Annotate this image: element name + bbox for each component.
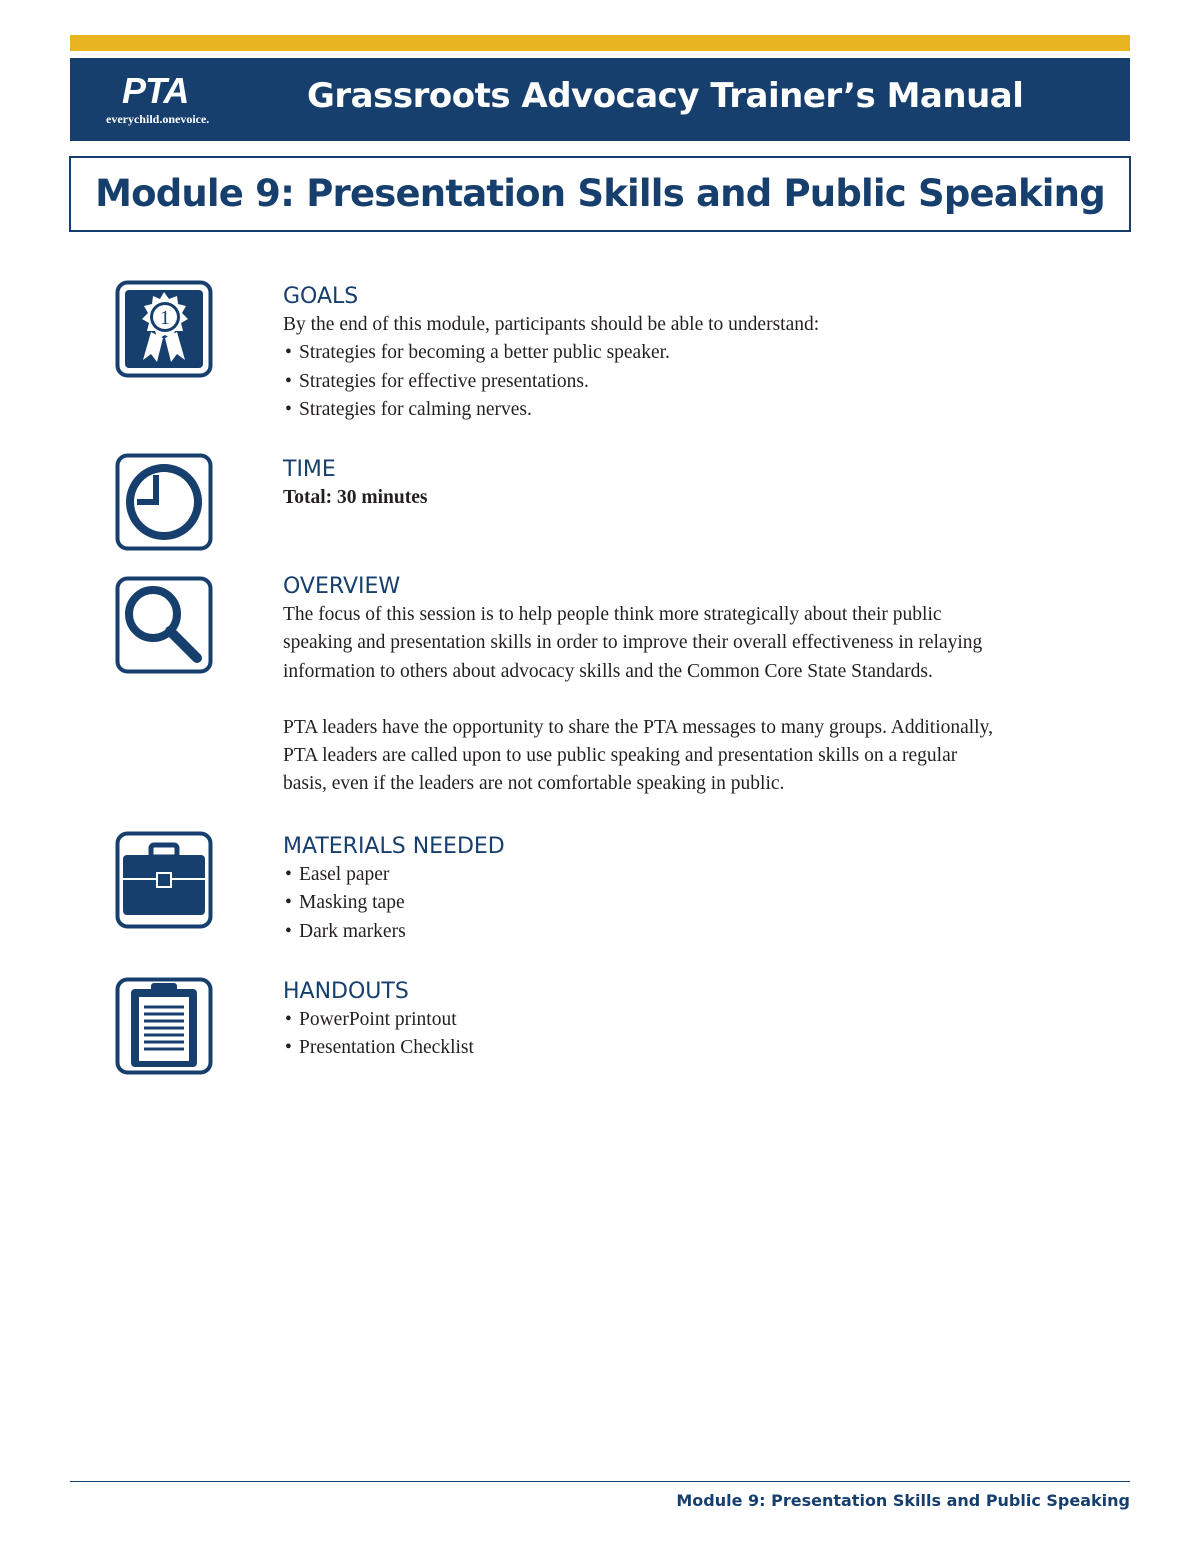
header-band <box>70 58 1130 141</box>
overview-heading: OVERVIEW <box>283 574 401 599</box>
time-section <box>283 456 1133 512</box>
list-item: • Easel paper <box>283 861 1133 889</box>
footer-rule <box>70 1481 1130 1482</box>
goals-list <box>283 339 1133 424</box>
magnifier-icon <box>115 576 213 674</box>
badge-number: 1 <box>160 307 170 329</box>
handouts-heading: HANDOUTS <box>283 979 409 1004</box>
goals-section <box>283 283 1133 424</box>
overview-paragraph-1: The focus of this session is to help people think more strategically about their public speaking and presentation skills in order to improve their overall effectiveness in relaying information to others about advocacy skills and the Common Core State Standards. <box>283 604 983 682</box>
logo-text: PTA <box>122 70 189 111</box>
materials-section <box>283 833 1133 946</box>
briefcase-icon <box>115 831 213 929</box>
list-item: • Masking tape <box>283 889 1133 917</box>
list-item: • Presentation Checklist <box>283 1034 1133 1062</box>
list-item: • PowerPoint printout <box>283 1006 1133 1034</box>
footer-text: Module 9: Presentation Skills and Public Speaking <box>676 1491 1130 1510</box>
overview-section <box>283 573 1133 799</box>
gold-accent-bar <box>70 35 1130 51</box>
overview-paragraph-2: PTA leaders have the opportunity to share the PTA messages to many groups. Additionally, PTA leaders are called upon to use public speaking and presentation skills on a regular basis, even if the leaders are not comfortable speaking in public. <box>283 716 993 795</box>
list-item: • Strategies for becoming a better public speaker. <box>283 339 1133 367</box>
module-title-box <box>69 156 1131 232</box>
materials-heading: MATERIALS NEEDED <box>283 834 505 859</box>
goals-heading: GOALS <box>283 284 359 309</box>
clock-icon <box>115 453 213 551</box>
logo-tagline: everychild.onevoice. <box>106 112 210 126</box>
award-ribbon-icon <box>115 280 213 378</box>
pta-logo <box>98 70 238 130</box>
materials-list <box>283 861 1133 946</box>
clipboard-icon <box>115 977 213 1075</box>
time-heading: TIME <box>283 457 336 482</box>
manual-title: Grassroots Advocacy Trainer’s Manual <box>307 76 1024 116</box>
goals-intro: By the end of this module, participants should be able to understand: <box>283 314 820 335</box>
list-item: • Dark markers <box>283 918 1133 946</box>
list-item: • Strategies for calming nerves. <box>283 396 1133 424</box>
handouts-section <box>283 978 1133 1063</box>
module-title: Module 9: Presentation Skills and Public Speaking <box>95 172 1105 215</box>
time-total: Total: 30 minutes <box>283 487 428 508</box>
list-item: • Strategies for effective presentations. <box>283 368 1133 396</box>
handouts-list <box>283 1006 1133 1063</box>
